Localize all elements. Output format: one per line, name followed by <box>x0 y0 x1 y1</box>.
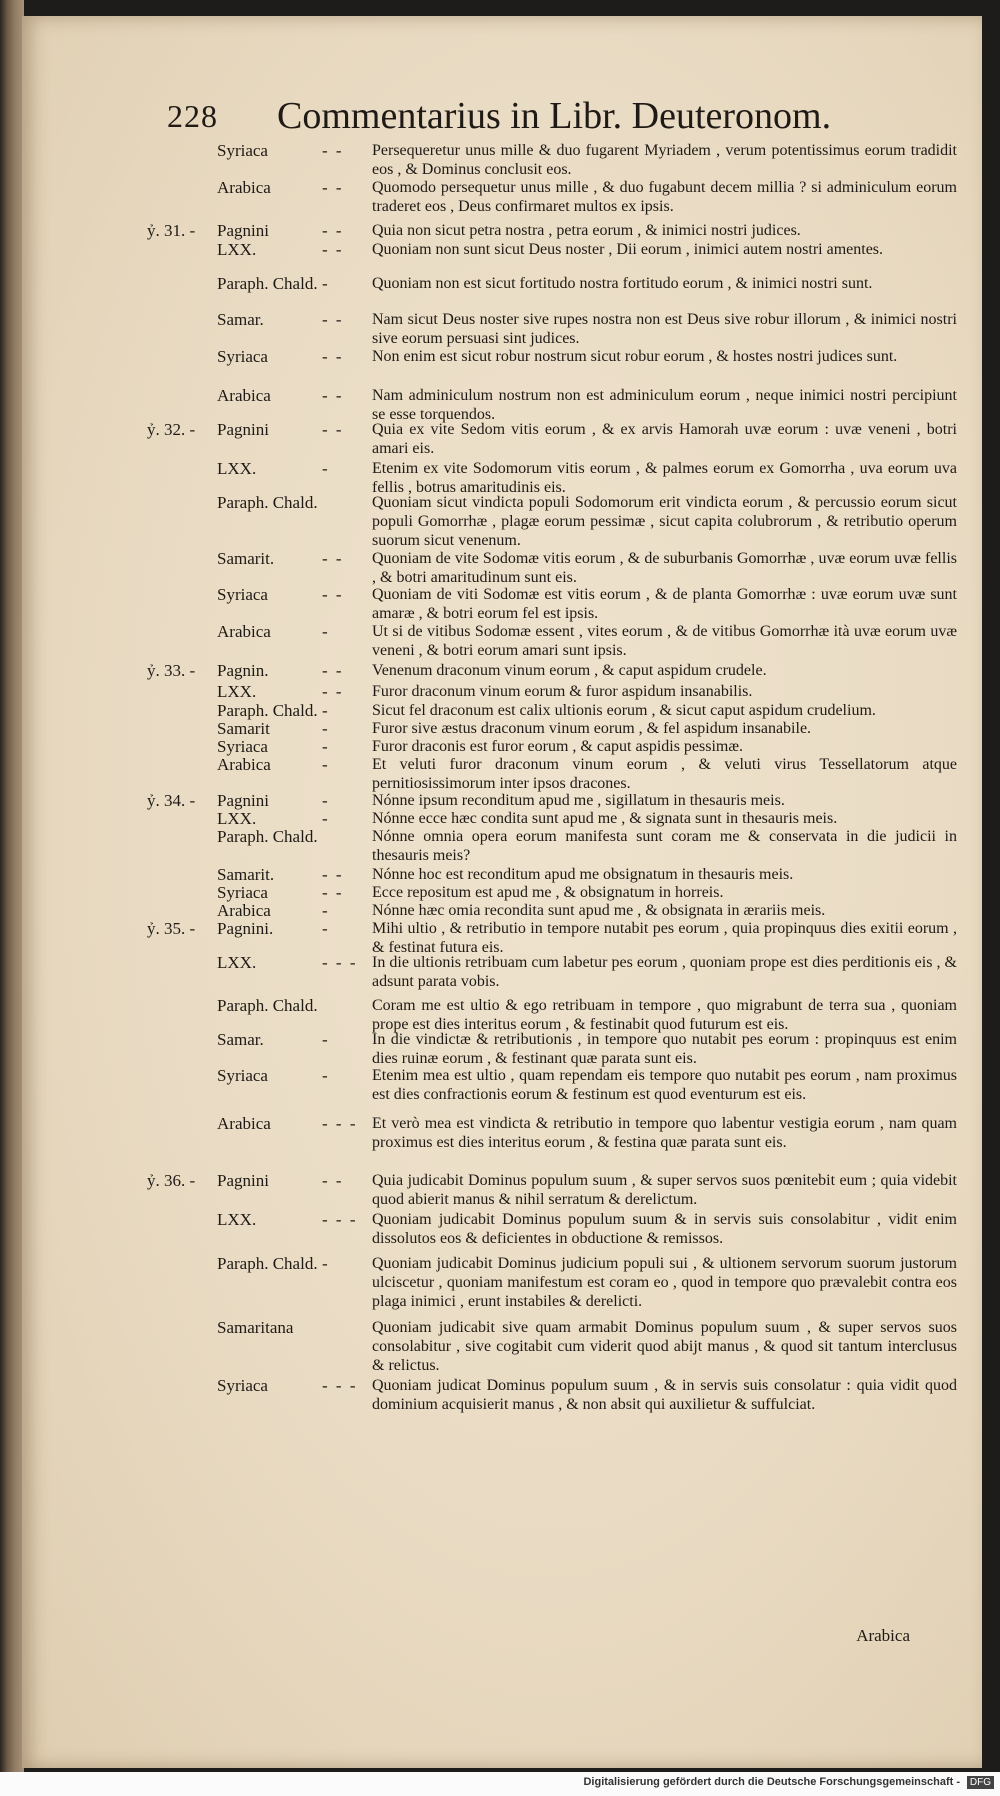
version-name: Pagnini <box>217 420 269 439</box>
verse-number: ỷ. 32. - <box>147 420 196 439</box>
version-name: LXX. <box>217 459 257 478</box>
version-name: Pagnini <box>217 791 269 810</box>
version-name: Paraph. Chald. <box>217 996 318 1015</box>
version-name: Arabica <box>217 386 271 405</box>
version-name: Samar. <box>217 310 264 329</box>
translation-text: Ecce repositum est apud me , & obsignatum in horreis. <box>372 884 724 901</box>
page-title: Commentarius in Libr. Deuteronom. <box>277 95 832 137</box>
verse-number: ỷ. 33. - <box>147 661 196 680</box>
translation-text: Quomodo persequetur unus mille , & duo fugabunt decem millia ? si adminiculum eorum traderet eos , Deus confirmaret multos ex ipsis. <box>372 179 957 215</box>
leader-dashes: - - <box>322 865 344 884</box>
leader-dashes: - - - <box>322 1114 358 1133</box>
dfg-logo: DFG <box>967 1776 994 1789</box>
leader-dashes: - <box>322 737 330 756</box>
version-name: LXX. <box>217 953 257 972</box>
leader-dashes: - <box>322 901 330 920</box>
leader-dashes: - - <box>322 682 344 701</box>
leader-dashes: - - <box>322 883 344 902</box>
translation-text: Nónne hæc omia recondita sunt apud me , & obsignata in ærariis meis. <box>372 902 826 919</box>
version-name: LXX. <box>217 1210 257 1229</box>
leader-dashes: - - - <box>322 1376 358 1395</box>
translation-text: Quoniam non sunt sicut Deus noster , Dii eorum , inimici autem nostri amentes. <box>372 241 884 258</box>
translation-text: Etenim mea est ultio , quam rependam eis tempore quo nutabit pes eorum , nam proximus est dies confractionis eorum & festinum est quod eventurum est eis. <box>372 1067 957 1103</box>
translation-text: In die vindictæ & retributionis , in tempore quo nutabit pes eorum : propinquus est enim dies ruinæ eorum , & festinant quæ parata sunt eis. <box>372 1031 957 1067</box>
version-name: LXX. <box>217 682 257 701</box>
translation-text: Quoniam de vite Sodomæ vitis eorum , & de suburbanis Gomorrhæ , uvæ eorum uvæ fellis , & botri amaritudinum sunt eis. <box>372 550 957 586</box>
version-name: Arabica <box>217 901 271 920</box>
translation-text: Furor draconis est furor eorum , & caput aspidis pessimæ. <box>372 738 744 755</box>
translation-text: Quoniam judicabit Dominus populum suum & in servis suis consolabitur , vidit enim dissolutos eos & deficientes in obductione & remissos. <box>372 1211 957 1247</box>
leader-dashes: - - <box>322 178 344 197</box>
leader-dashes: - - - <box>322 1210 358 1229</box>
version-name: Samaritana <box>217 1318 294 1337</box>
leader-dashes: - <box>322 791 330 810</box>
translation-text: Et veluti furor draconum vinum eorum , & veluti virus Tessellatorum atque pernitiosissimorum inter ipsos dracones. <box>372 756 957 792</box>
leader-dashes: - - <box>322 240 344 259</box>
leader-dashes: - - <box>322 310 344 329</box>
translation-text: Quoniam judicabit sive quam armabit Dominus populum suum , & super servos suos consolabitur , sive cogitabit cum viderit quod abijt manus , & quod sit tantum interclusus & relictus. <box>372 1319 957 1374</box>
translation-text: Nónne hoc est reconditum apud me obsignatum in thesauris meis. <box>372 866 794 883</box>
version-name: Arabica <box>217 178 271 197</box>
translation-text: Ut si de vitibus Sodomæ essent , vites eorum , & de vitibus Gomorrhæ ità uvæ eorum uvæ veneni , & botri eorum amari sunt ipsis. <box>372 623 957 659</box>
version-name: LXX. <box>217 240 257 259</box>
translation-text: Quia non sicut petra nostra , petra eorum , & inimici nostri judices. <box>372 222 801 239</box>
book-edge <box>0 0 24 1796</box>
leader-dashes: - <box>322 274 330 293</box>
translation-text: Nam adminiculum nostrum non est adminiculum eorum , neque inimici nostri percipiunt se esse torquendos. <box>372 387 957 423</box>
version-name: Arabica <box>217 622 271 641</box>
version-name: Paraph. Chald. <box>217 701 318 720</box>
translation-text: Furor draconum vinum eorum & furor aspidum insanabilis. <box>372 683 753 700</box>
footer-credit: Digitalisierung gefördert durch die Deutsche Forschungsgemeinschaft - <box>583 1776 960 1788</box>
version-name: Pagnini <box>217 1171 269 1190</box>
version-name: Syriaca <box>217 1376 268 1395</box>
digitization-footer <box>0 1772 1000 1796</box>
translation-text: Etenim ex vite Sodomorum vitis eorum , & palmes eorum ex Gomorrha , uva eorum uva fellis , botrus amaritudinis eis. <box>372 460 957 496</box>
version-name: Syriaca <box>217 1066 268 1085</box>
version-name: Samarit <box>217 719 270 738</box>
translation-text: Coram me est ultio & ego retribuam in tempore , quo migrabunt de terra sua , quoniam prope est dies interitus eorum , & festinabit quod futurum est eis. <box>372 997 957 1033</box>
version-name: Arabica <box>217 1114 271 1133</box>
translation-text: Quoniam de viti Sodomæ est vitis eorum , & de planta Gomorrhæ : uvæ eorum uvæ sunt amaræ , & botri eorum fel est ipsis. <box>372 586 957 622</box>
version-name: Paraph. Chald. <box>217 493 318 512</box>
version-name: Paraph. Chald. <box>217 274 318 293</box>
translation-text: Persequeretur unus mille & duo fugarent Myriadem , verum potentissimus eorum tradidit eos , & Dominus conclusit eos. <box>372 142 957 178</box>
leader-dashes: - <box>322 809 330 828</box>
translation-text: Quoniam non est sicut fortitudo nostra fortitudo eorum , & inimici nostri sunt. <box>372 275 873 292</box>
version-name: Samar. <box>217 1030 264 1049</box>
leader-dashes: - - <box>322 221 344 240</box>
translation-text: Quoniam judicabit Dominus judicium populi sui , & ultionem servorum suorum justorum ulciscetur , quoniam manifestum est coram eo , quod in tempore quo prævalebit contra eos plaga inimici , erunt instabiles & derelicti. <box>372 1255 957 1310</box>
leader-dashes: - - <box>322 386 344 405</box>
translation-text: In die ultionis retribuam cum labetur pes eorum , quoniam prope est dies perditionis eis , & adsunt parata vobis. <box>372 954 957 990</box>
version-name: Pagnin. <box>217 661 269 680</box>
translation-text: Quoniam judicat Dominus populum suum , & in servis suis consolatur : quia vidit quod dominium acquisierit manus , & non absit qui auxilietur & suffulciat. <box>372 1377 957 1413</box>
translation-text: Nónne omnia opera eorum manifesta sunt coram me & conservata in die judicii in thesauris meis? <box>372 828 957 864</box>
translation-text: Nónne ipsum reconditum apud me , sigillatum in thesauris meis. <box>372 792 785 809</box>
translation-text: Sicut fel draconum est calix ultionis eorum , & sicut caput aspidum crudelium. <box>372 702 876 719</box>
version-name: Syriaca <box>217 883 268 902</box>
version-name: Samarit. <box>217 549 275 568</box>
version-name: Paraph. Chald. <box>217 1254 318 1273</box>
version-name: Pagnini <box>217 221 269 240</box>
version-name: Samarit. <box>217 865 275 884</box>
leader-dashes: - <box>322 919 330 938</box>
translation-text: Non enim est sicut robur nostrum sicut robur eorum , & hostes nostri judices sunt. <box>372 348 898 365</box>
translation-text: Nam sicut Deus noster sive rupes nostra non est Deus sive robur illorum , & inimici nostri sive eorum persuasi sint judices. <box>372 311 957 347</box>
leader-dashes: - - <box>322 347 344 366</box>
translation-text: Furor sive æstus draconum vinum eorum , & fel aspidum insanabile. <box>372 720 812 737</box>
translation-text: Quoniam sicut vindicta populi Sodomorum erit vindicta eorum , & percussio eorum sicut populi Gomorrhæ , plagæ eorum pessimæ , sicut capita colubrorum , & retributio operum suorum sicut venenum. <box>372 494 957 549</box>
verse-number: ỷ. 34. - <box>147 791 196 810</box>
catchword: Arabica <box>856 1626 910 1645</box>
book-page <box>22 16 982 1768</box>
leader-dashes: - - - <box>322 953 358 972</box>
leader-dashes: - - <box>322 661 344 680</box>
version-name: Pagnini. <box>217 919 274 938</box>
leader-dashes: - <box>322 1030 330 1049</box>
verse-number: ỷ. 35. - <box>147 919 196 938</box>
leader-dashes: - - <box>322 141 344 160</box>
translation-text: Et verò mea est vindicta & retributio in tempore quo labentur vestigia eorum , nam quam proximus est dies interitus eorum , & festina quæ parata sunt eis. <box>372 1115 957 1151</box>
leader-dashes: - <box>322 622 330 641</box>
leader-dashes: - - <box>322 585 344 604</box>
leader-dashes: - - <box>322 420 344 439</box>
leader-dashes: - <box>322 719 330 738</box>
translation-text: Venenum draconum vinum eorum , & caput aspidum crudele. <box>372 662 767 679</box>
verse-number: ỷ. 36. - <box>147 1171 196 1190</box>
version-name: Syriaca <box>217 141 268 160</box>
version-name: Syriaca <box>217 737 268 756</box>
version-name: Syriaca <box>217 585 268 604</box>
version-name: Syriaca <box>217 347 268 366</box>
version-name: LXX. <box>217 809 257 828</box>
version-name: Paraph. Chald. <box>217 827 318 846</box>
translation-text: Mihi ultio , & retributio in tempore nutabit pes eorum , quia propinquus dies exitii eorum , & festinat futura eis. <box>372 920 957 956</box>
verse-number: ỷ. 31. - <box>147 221 196 240</box>
leader-dashes: - <box>322 701 330 720</box>
leader-dashes: - <box>322 1066 330 1085</box>
leader-dashes: - - <box>322 1171 344 1190</box>
page-number: 228 <box>167 98 218 134</box>
leader-dashes: - - <box>322 549 344 568</box>
leader-dashes: - <box>322 1254 330 1273</box>
version-name: Arabica <box>217 755 271 774</box>
leader-dashes: - <box>322 755 330 774</box>
leader-dashes: - <box>322 459 330 478</box>
translation-text: Quia ex vite Sedom vitis eorum , & ex arvis Hamorah uvæ eorum : uvæ veneni , botri amari eis. <box>372 421 957 457</box>
translation-text: Nónne ecce hæc condita sunt apud me , & signata sunt in thesauris meis. <box>372 810 838 827</box>
translation-text: Quia judicabit Dominus populum suum , & super servos suos pœnitebit eum ; quia videbit quod abierit manus & nihil serratum & derelictum. <box>372 1172 957 1208</box>
